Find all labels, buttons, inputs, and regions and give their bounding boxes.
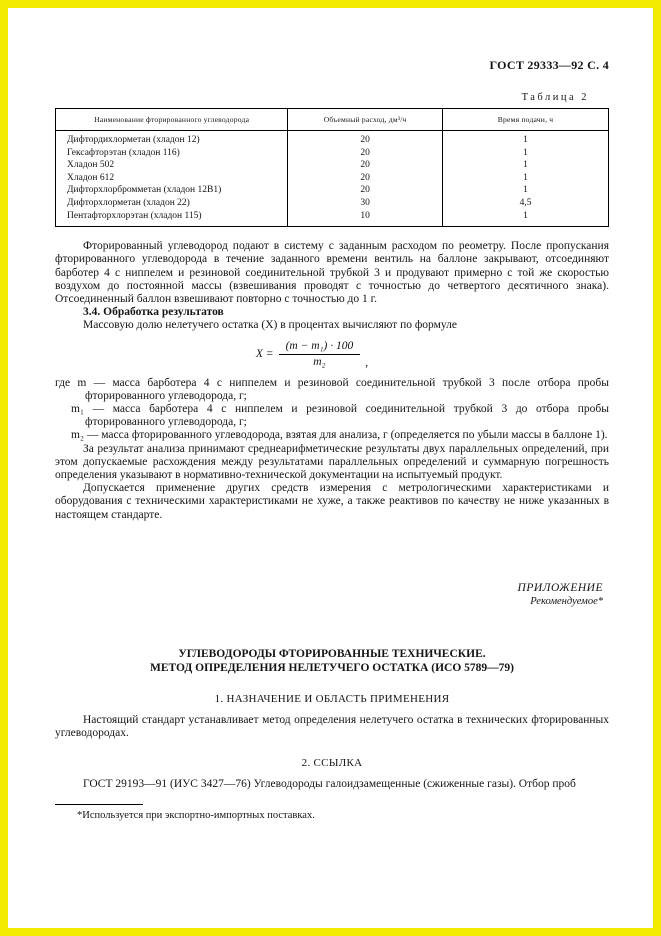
cell-flow: 30	[288, 197, 443, 210]
cell-flow: 10	[288, 210, 443, 227]
section-2-paragraph: ГОСТ 29193—91 (ИУС 3427—76) Углеводороды галоидзамещенные (сжиженные газы). Отбор проб	[83, 778, 576, 791]
cell-flow: 20	[288, 131, 443, 147]
paragraph-formula-intro: Массовую долю нелетучего остатка (X) в процентах вычисляют по формуле	[83, 319, 457, 332]
footnote-block	[55, 804, 609, 821]
section-2-heading: 2. ССЫЛКА	[301, 757, 363, 770]
appendix-title	[55, 647, 609, 676]
paragraph-equipment: Допускается применение других средств измерения с метрологическими характеристиками и оборудования с техническими характеристиками не хуже, а также реактивов по качеству не ниже указанных в настоящем стандарте.	[55, 482, 609, 521]
cell-name: Дифтордихлорметан (хладон 12)	[56, 131, 288, 147]
table-row	[56, 197, 609, 210]
cell-name: Хладон 502	[56, 159, 288, 172]
paragraph-results: За результат анализа принимают среднеарифметические результаты двух параллельных определений, при этом допускаемые расхождения между результатами параллельных определений и суммарную погрешность определения указывают в нормативно-технической документации на испытуемый продукт.	[55, 442, 609, 481]
cell-flow: 20	[288, 147, 443, 160]
table-row	[56, 172, 609, 185]
cell-time: 4,5	[443, 197, 609, 210]
column-header-time: Время подачи, ч	[443, 109, 609, 131]
appendix-label: ПРИЛОЖЕНИЕ	[517, 581, 603, 594]
appendix-title-line2: МЕТОД ОПРЕДЕЛЕНИЯ НЕЛЕТУЧЕГО ОСТАТКА (ИСО 5789—79)	[149, 662, 514, 675]
where-item-m: где m — масса барботера 4 с ниппелем и резиновой соединительной трубкой 3 после отбора пробы фторированного углеводорода, г;	[55, 376, 609, 402]
cell-name: Дифторхлорбромметан (хладон 12В1)	[56, 184, 288, 197]
cell-name: Хладон 612	[56, 172, 288, 185]
cell-time: 1	[443, 159, 609, 172]
cell-time: 1	[443, 131, 609, 147]
table-row	[56, 147, 609, 160]
paragraph-procedure: Фторированный углеводород подают в систему с заданным расходом по реометру. После пропускания фторированного углеводорода в течение заданного времени вентиль на баллоне закрывают, отсоединяют барботер 4 с ниппелем и резиновой соединительной трубкой 3 и продувают примерно с той же скоростью воздухом до постоянной массы (взвешивания проводят с точностью до четвертого десятичного знака). Отсоединенный баллон взвешивают повторно с точностью до 1 г.	[55, 240, 609, 305]
table-row	[56, 184, 609, 197]
section-1-heading: 1. НАЗНАЧЕНИЕ И ОБЛАСТЬ ПРИМЕНЕНИЯ	[214, 692, 450, 705]
appendix-block	[55, 582, 609, 607]
formula-numerator: (m − m₁) · 100	[279, 340, 361, 355]
appendix-title-line1: УГЛЕВОДОРОДЫ ФТОРИРОВАННЫЕ ТЕХНИЧЕСКИЕ.	[178, 647, 486, 660]
cell-time: 1	[443, 184, 609, 197]
formula-lhs: X =	[255, 348, 274, 361]
table-row	[56, 131, 609, 147]
formula-comma: ,	[365, 356, 369, 369]
table-row	[56, 210, 609, 227]
cell-flow: 20	[288, 172, 443, 185]
table-row	[56, 159, 609, 172]
table-header-row	[56, 109, 609, 131]
cell-name: Гексафторэтан (хладон 116)	[56, 147, 288, 160]
column-header-name: Наименование фторированного углеводорода	[56, 109, 288, 131]
cell-flow: 20	[288, 184, 443, 197]
cell-time: 1	[443, 172, 609, 185]
where-item-m2: m₂ — масса фторированного углеводорода, взятая для анализа, г (определяется по убыли массы в баллоне 1).	[71, 429, 608, 442]
column-header-flow: Объемный расход, дм³/ч	[288, 109, 443, 131]
where-list	[55, 377, 609, 443]
page-header: ГОСТ 29333—92 С. 4	[489, 58, 609, 72]
section-1-paragraph: Настоящий стандарт устанавливает метод определения нелетучего остатка в технических фторированных углеводородах.	[55, 713, 609, 740]
cell-time: 1	[443, 210, 609, 227]
formula	[55, 340, 569, 369]
cell-name: Дифторхлорметан (хладон 22)	[56, 197, 288, 210]
document-page	[8, 8, 653, 928]
footnote-divider	[55, 804, 143, 805]
formula-fraction	[279, 340, 361, 369]
footnote-text: *Используется при экспортно-импортных поставках.	[77, 810, 315, 822]
cell-time: 1	[443, 147, 609, 160]
cell-flow: 20	[288, 159, 443, 172]
feed-rate-table	[55, 108, 609, 227]
formula-denominator: m₂	[313, 355, 326, 368]
appendix-sublabel: Рекомендуемое*	[530, 595, 603, 607]
cell-name: Пентафторхлорэтан (хладон 115)	[56, 210, 288, 227]
where-item-m1: m₁ — масса барботера 4 с ниппелем и резиновой соединительной трубкой 3 до отбора пробы фторированного углеводорода, г;	[71, 402, 609, 429]
section-3-4-heading: 3.4. Обработка результатов	[83, 306, 224, 319]
table-caption: Таблица 2	[521, 92, 589, 103]
